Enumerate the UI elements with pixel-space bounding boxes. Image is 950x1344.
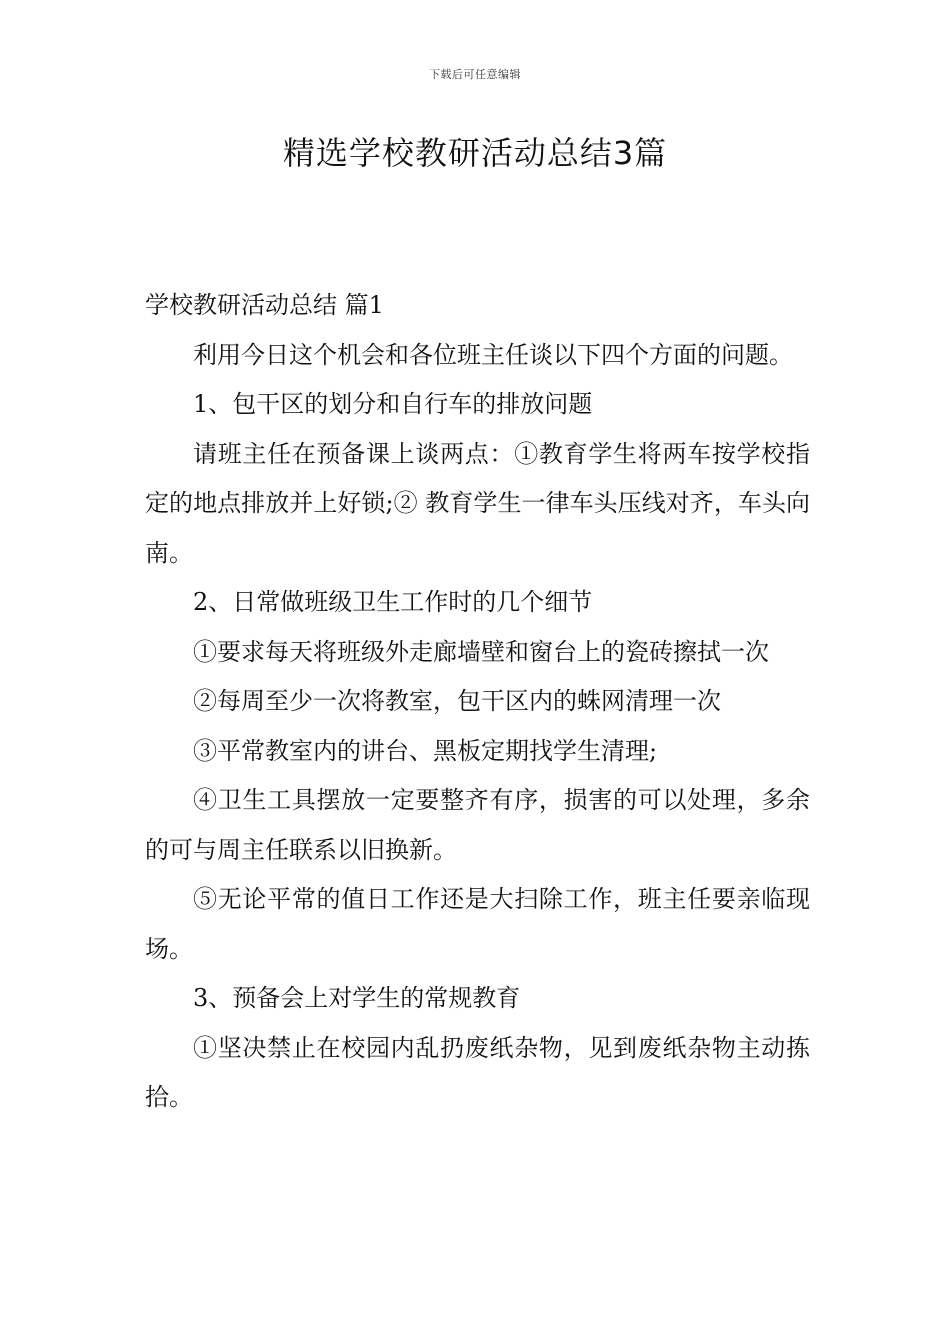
paragraph-item-1-heading: 1、包干区的划分和自行车的排放问题 bbox=[193, 390, 593, 418]
paragraph-item-3-heading: 3、预备会上对学生的常规教育 bbox=[193, 984, 521, 1012]
paragraph-item-2-point-4: ④卫生工具摆放一定要整齐有序，损害的可以处理，多余的可与周主任联系以旧换新。 bbox=[145, 786, 810, 864]
paragraph-item-2-point-2: ②每周至少一次将教室，包干区内的蛛网清理一次 bbox=[193, 687, 721, 715]
document-title: 精选学校教研活动总结3篇 bbox=[282, 134, 668, 172]
paragraph-item-2-point-5: ⑤无论平常的值日工作还是大扫除工作，班主任要亲临现场。 bbox=[145, 885, 810, 963]
section-heading: 学校教研活动总结 篇1 bbox=[145, 291, 384, 319]
paragraph-item-1-body: 请班主任在预备课上谈两点：①教育学生将两车按学校指定的地点排放并上好锁;② 教育学生一律车头压线对齐，车头向南。 bbox=[145, 439, 810, 567]
header-note: 下载后可任意编辑 bbox=[429, 68, 521, 81]
paragraph-item-2-point-3: ③平常教室内的讲台、黑板定期找学生清理; bbox=[193, 736, 658, 765]
paragraph-intro: 利用今日这个机会和各位班主任谈以下四个方面的问题。 bbox=[193, 340, 793, 369]
paragraph-item-2-heading: 2、日常做班级卫生工作时的几个细节 bbox=[193, 588, 593, 616]
paragraph-item-2-point-1: ①要求每天将班级外走廊墙壁和窗台上的瓷砖擦拭一次 bbox=[193, 637, 769, 666]
paragraph-item-3-point-1: ①坚决禁止在校园内乱扔废纸杂物，见到废纸杂物主动拣拾。 bbox=[145, 1033, 810, 1111]
document-body bbox=[145, 281, 810, 1123]
